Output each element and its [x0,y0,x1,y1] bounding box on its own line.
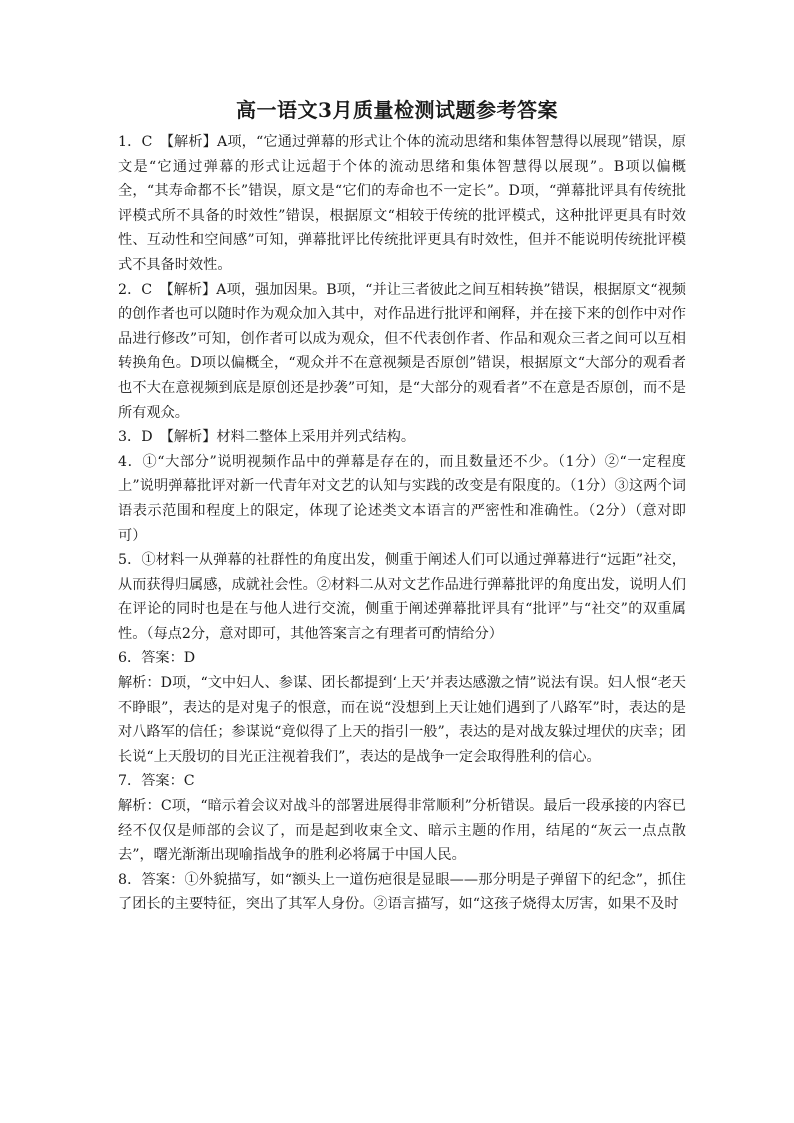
answer-paragraph-8: 8．答案：①外貌描写，如“额头上一道伤疤很是显眼——那分明是子弹留下的纪念”，抓住了团长的主要特征，突出了其军人身份。②语言描写，如“这孩子烧得太厉害，如果不及时 [118,871,686,913]
page-title: 高一语文3月质量检测试题参考答案 [236,98,558,122]
answer-paragraph-1: 1．C 【解析】A项，“它通过弹幕的形式让个体的流动思绪和集体智慧得以展现”错误，原文是“它通过弹幕的形式让远超于个体的流动思绪和集体智慧得以展现”。B项以偏概全，“其寿命都不长”错误，原文是“它们的寿命也不一定长”。D项，“弹幕批评具有传统批评模式所不具备的时效性”错误，根据原文“相较于传统的批评模式，这种批评更具有时效性、互动性和空间感”可知，弹幕批评比传统批评更具有时效性，但并不能说明传统批评模式不具备时效性。 [118,134,686,273]
answer-paragraph-4: 4．①“大部分”说明视频作品中的弹幕是存在的，而且数量还不少。（1分）②“一定程度上”说明弹幕批评对新一代青年对文艺的认知与实践的改变是有限度的。（1分）③这两个词语表示范围和程度上的限定，体现了论述类文本语言的严密性和准确性。（2分）（意对即可） [118,453,686,544]
answer-paragraph-2: 2．C 【解析】A项，强加因果。B项，“并让三者彼此之间互相转换”错误，根据原文“视频的创作者也可以随时作为观众加入其中，对作品进行批评和阐释，并在接下来的创作中对作品进行修改”可知，创作者可以成为观众，但不代表创作者、作品和观众三者之间可以互相转换角色。D项以偏概全，“观众并不在意视频是否原创”错误，根据原文“大部分的观看者也不大在意视频到底是原创还是抄袭”可知，是“大部分的观看者”不在意是否原创，而不是所有观众。 [118,281,686,421]
answer-content [118,130,686,917]
answer-paragraph-5: 5．①材料一从弹幕的社群性的角度出发，侧重于阐述人们可以通过弹幕进行“远距”社交，从而获得归属感，成就社会性。②材料二从对文艺作品进行弹幕批评的角度出发，说明人们在评论的同时也是在与他人进行交流，侧重于阐述弹幕批评具有“批评”与“社交”的双重属性。（每点2分，意对即可，其他答案言之有理者可酌情给分） [118,552,686,642]
answer-paragraph-7: 7．答案：C [118,773,195,790]
answer-paragraph-6: 6．答案：D [118,650,196,667]
answer-paragraph-7-analysis: 解析：C项，“暗示着会议对战斗的部署进展得非常顺利”分析错误。最后一段承接的内容已经不仅仅是师部的会议了，而是起到收束全文、暗示主题的作用，结尾的“灰云一点点散去”，曙光渐渐出现喻指战争的胜利必将属于中国人民。 [118,798,686,864]
answer-paragraph-6-analysis: 解析：D项，“文中妇人、参谋、团长都提到‘上天’并表达感激之情”说法有误。妇人恨“老天不睁眼”，表达的是对鬼子的恨意，而在说“没想到上天让她们遇到了八路军”时，表达的是对八路军的信任；参谋说“竟似得了上天的指引一般”，表达的是对战友躲过埋伏的庆幸；团长说“上天殷切的目光正注视着我们”，表达的是战争一定会取得胜利的信心。 [118,675,686,765]
answer-paragraph-3: 3．D 【解析】材料二整体上采用并列式结构。 [118,429,416,446]
